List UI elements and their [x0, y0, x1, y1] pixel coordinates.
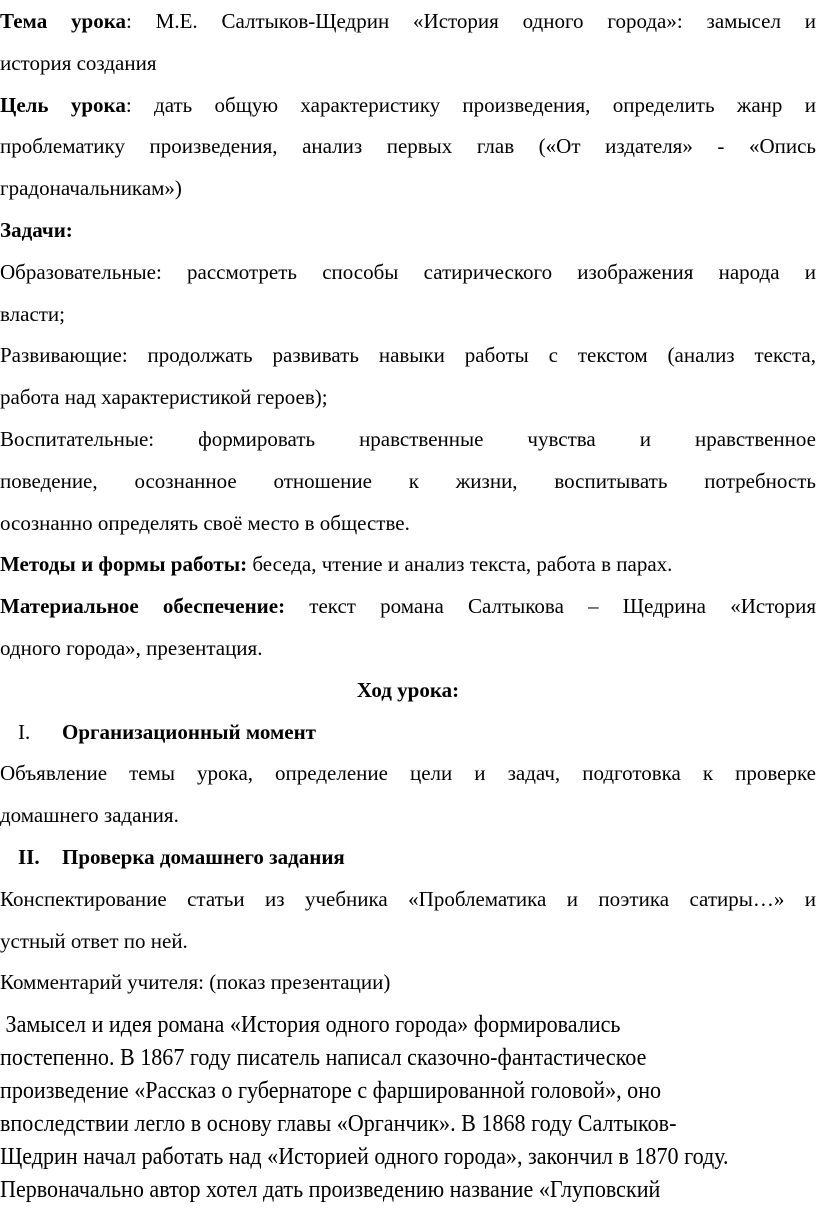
tasks-label: Задачи: — [0, 217, 73, 242]
section-1-line-2: домашнего задания. — [0, 803, 179, 828]
tasks-heading — [0, 210, 816, 252]
educational-line: Образовательные: рассмотреть способы сатирического изображения народа и — [0, 259, 816, 284]
topic-line — [0, 1, 816, 43]
developing-line: Развивающие: продолжать развивать навыки работы с текстом (анализ текста, — [0, 343, 816, 368]
section-1-title: Организационный момент — [62, 719, 316, 744]
section-2-number: II. — [18, 844, 40, 869]
section-2-line-3: Комментарий учителя: (показ презентации) — [0, 970, 391, 995]
section-2-title: Проверка домашнего задания — [62, 844, 345, 869]
section-1-line: Объявление темы урока, определение цели и задач, подготовка к проверке — [0, 761, 816, 786]
methods-text: беседа, чтение и анализ текста, работа в парах. — [247, 552, 673, 577]
section-2-line-2: устный ответ по ней. — [0, 928, 188, 953]
commentary-line: впоследствии легло в основу главы «Органчик». В 1868 году Салтыков- — [0, 1111, 677, 1137]
methods-label: Методы и формы работы: — [0, 552, 248, 577]
goal-text: : дать общую характеристику произведения, определить жанр и — [125, 92, 816, 117]
goal-line-2: проблематику произведения, анализ первых глав («От издателя» - «Опись — [0, 134, 816, 159]
topic-label: Тема урока — [0, 9, 126, 33]
section-2-line: Конспектирование статьи из учебника «Проблематика и поэтика сатиры…» и — [0, 886, 816, 911]
upbringing-line: Воспитательные: формировать нравственные чувства и нравственное — [0, 426, 816, 451]
course-heading — [0, 670, 816, 712]
methods-line — [0, 544, 816, 586]
commentary-line: произведение «Рассказ о губернаторе с фаршированной головой», оно — [0, 1078, 662, 1104]
materials-text: текст романа Салтыкова – Щедрина «История — [285, 594, 816, 619]
topic-line-2: история создания — [0, 50, 157, 75]
section-1-heading — [0, 712, 816, 754]
materials-line — [0, 586, 816, 628]
goal-line-3: градоначальникам») — [0, 176, 182, 201]
topic-text: : М.Е. Салтыков-Щедрин «История одного города»: замысел и — [125, 9, 816, 33]
course-title: Ход урока: — [356, 677, 460, 702]
teacher-commentary — [0, 1009, 816, 1207]
lesson-plan — [0, 1, 816, 1004]
materials-label: Материальное обеспечение: — [0, 594, 286, 619]
commentary-line: Первоначально автор хотел дать произведению название «Глуповский — [0, 1177, 661, 1203]
section-2-heading — [0, 837, 816, 879]
materials-line-2: одного города», презентация. — [0, 635, 263, 660]
developing-line-2: работа над характеристикой героев); — [0, 385, 328, 410]
educational-line-2: власти; — [0, 301, 66, 326]
goal-label: Цель урока — [0, 92, 126, 117]
commentary-line: Щедрин начал работать над «Историей одного города», закончил в 1870 году. — [0, 1144, 729, 1170]
upbringing-line-2: поведение, осознанное отношение к жизни, воспитывать потребность — [0, 468, 816, 493]
commentary-line: постепенно. В 1867 году писатель написал сказочно-фантастическое — [0, 1045, 647, 1071]
upbringing-line-3: осознанно определять своё место в обществе. — [0, 510, 410, 535]
commentary-line: Замысел и идея романа «История одного города» формировались — [0, 1012, 621, 1038]
goal-line — [0, 85, 816, 127]
section-1-number: I. — [18, 719, 31, 744]
